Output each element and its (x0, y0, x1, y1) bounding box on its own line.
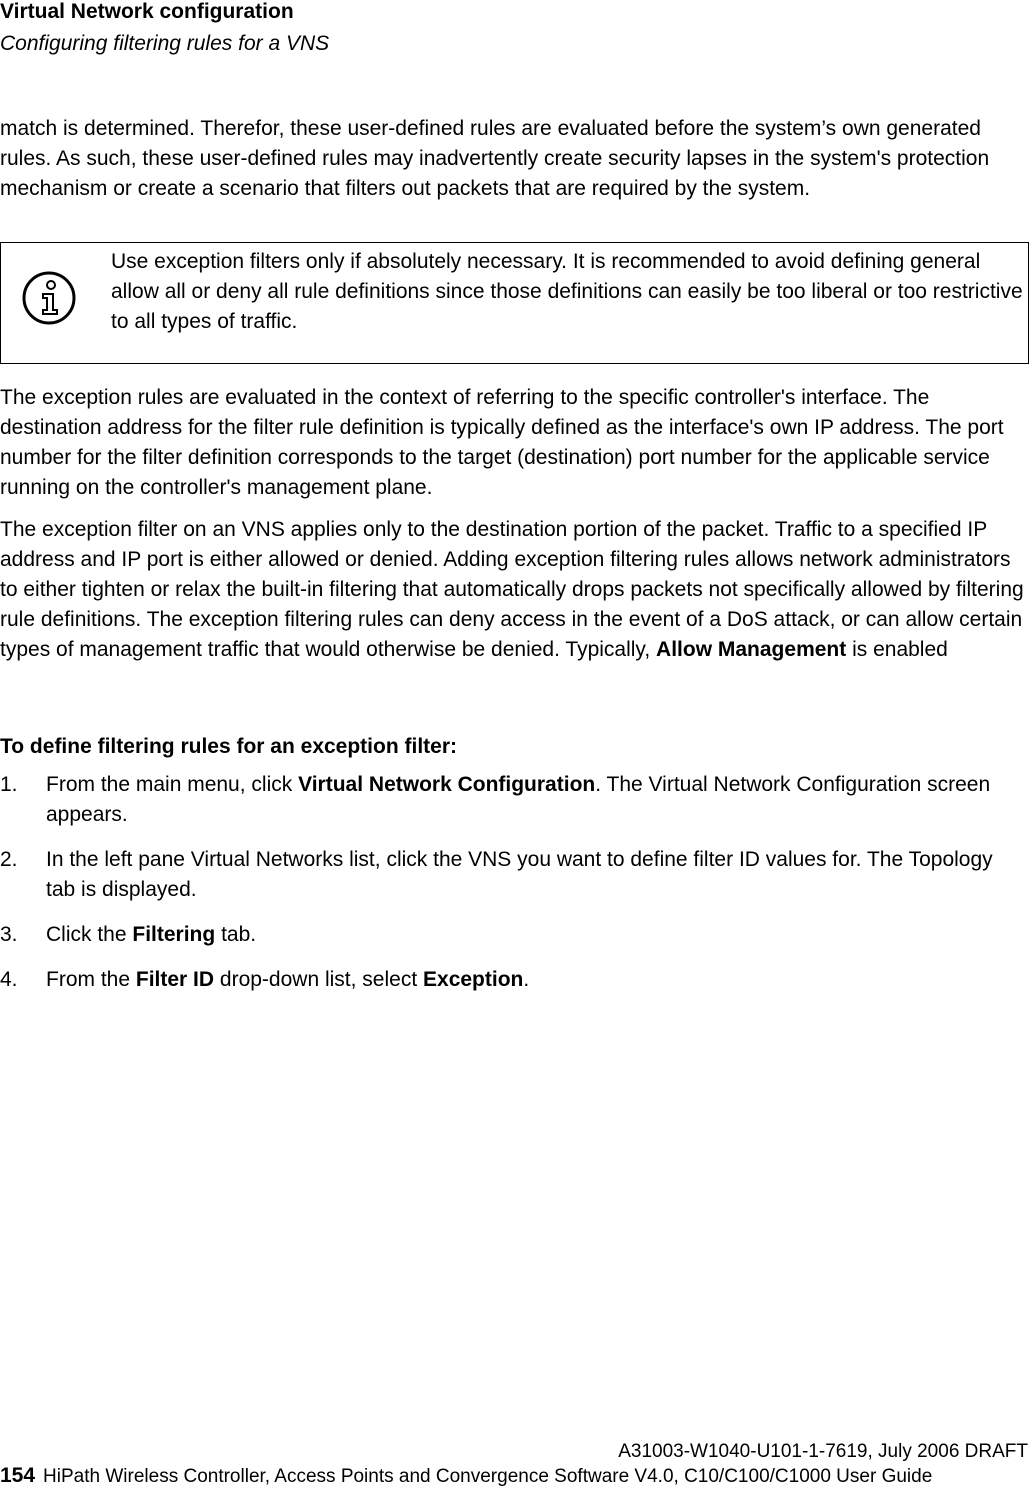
allow-management-term: Allow Management (656, 638, 847, 661)
step-pre: From the main menu, click (46, 773, 293, 796)
step-number: 2. (0, 848, 18, 871)
step-post: . (523, 968, 530, 991)
step-bold-2: Exception (423, 968, 524, 991)
step-bold: Filter ID (135, 968, 215, 991)
step-bold: Virtual Network Configuration (298, 773, 596, 796)
chapter-title: Virtual Network configuration (0, 0, 294, 23)
step-text (46, 770, 1026, 830)
paragraph-suffix: is enabled (852, 638, 948, 661)
page-number: 154 (0, 1464, 36, 1487)
step-number: 4. (0, 968, 18, 991)
footer (0, 1465, 1029, 1488)
info-icon (21, 270, 77, 326)
step-pre: From the (46, 968, 131, 991)
paragraph-text: The exception filter on an VNS applies only to the destination portion of the packet. Traffic to a specified IP address and IP port is either allowed or denied. Adding exception filtering rules allows network administrators to either tighten or relax the built-in filtering that automatically drops packets not specifically allowed by filtering rule definitions. The exception filtering rules can deny access in the event of a DoS attack, or can allow certain types of management traffic that would otherwise be denied. Typically, (0, 518, 1024, 661)
step-post: . The Virtual Network Configuration screen appears. (46, 773, 991, 826)
note-box (0, 242, 1029, 364)
step-number: 3. (0, 923, 18, 946)
paragraph-exception-rules: The exception rules are evaluated in the context of referring to the specific controller's interface. The destination address for the filter rule definition is typically defined as the interface's own IP address. The port number for the filter definition corresponds to the target (destination) port number for the applicable service running on the controller's management plane. (0, 386, 1004, 499)
step-text (46, 920, 1026, 950)
step-number: 1. (0, 773, 18, 796)
footer-doc-id: A31003-W1040-U101-1-7619, July 2006 DRAFT (618, 1441, 1028, 1462)
intro-paragraph: match is determined. Therefor, these user-defined rules are evaluated before the system’s own generated rules. As such, these user-defined rules may inadvertently create security lapses in the system's protection mechanism or create a scenario that filters out packets that are required by the system. (0, 117, 990, 200)
step-text (46, 965, 1026, 995)
guide-title: HiPath Wireless Controller, Access Points and Convergence Software V4.0, C10/C100/C1000 User Guide (43, 1466, 933, 1487)
step-pre: Click the (46, 923, 127, 946)
section-subtitle: Configuring filtering rules for a VNS (0, 32, 330, 55)
procedure-heading: To define filtering rules for an exception filter: (0, 735, 457, 758)
step-mid: drop-down list, select (219, 968, 418, 991)
step-text: In the left pane Virtual Networks list, click the VNS you want to define filter ID values for. The Topology tab is displayed. (46, 848, 993, 901)
step-post: tab. (221, 923, 257, 946)
paragraph-exception-filter (0, 515, 1028, 665)
note-text: Use exception filters only if absolutely necessary. It is recommended to avoid defining general allow all or deny all rule definitions since those definitions can easily be too liberal or too restrictive to all types of traffic. (111, 250, 1023, 333)
step-bold: Filtering (132, 923, 216, 946)
